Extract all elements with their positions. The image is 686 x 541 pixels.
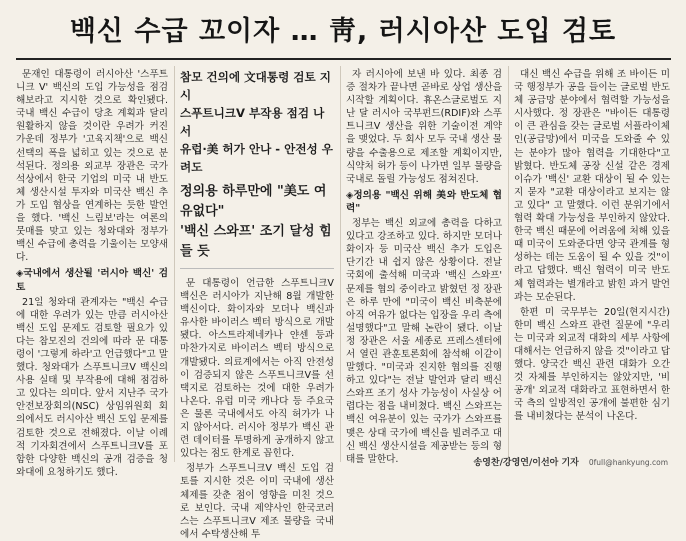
paragraph: 정부가 스푸트니크V 백신 도입 검토를 지시한 것은 이미 국내에 생산체제를 갖춘 점이 영향을 미친 것으로 보인다. 국내 제약사인 한국코러스는 스푸트니크V 제조 물량을 국내에서 수탁생산해 투 <box>180 463 334 540</box>
byline-names: 송영찬/강영연/이선아 기자 <box>473 458 579 468</box>
article-column-1 <box>16 68 168 478</box>
byline-email: 0full@hankyung.com <box>588 458 668 467</box>
article-column-3 <box>346 68 502 465</box>
column-divider <box>508 66 509 462</box>
column-divider <box>340 66 341 462</box>
headline: 백신 수급 꼬이자 … 靑, 러시아산 도입 검토 <box>69 15 617 47</box>
subhead-line: '백신 스와프' 조기 달성 힘들 듯 <box>180 224 332 259</box>
paragraph: 정부는 백신 외교에 총력을 다하고 있다고 강조하고 있다. 하지만 모더나 화이자 등 미국산 백신 추가 도입은 단기간 내 쉽지 않은 상황이다. 전날 국회에 출석해 미국과 '백신 스와프' 문제를 협의 중이라고 밝혔던 정 장관은 하루 만에 "미국이 백신 비축분에 아직 여유가 없다는 입장을 우리 측에 설명했다"고 말해 논란이 됐다. 이날 정 장관은 서울 세종로 프레스센터에서 열린 관훈토론회에 참석해 이같이 말했다. "미국과 진지한 협의를 진행하고 있다"는 전날 발언과 달리 백신 스와프 조기 성사 가능성이 사실상 어렵다는 점을 내비쳤다. 백신 스와프는 백신 여유분이 있는 국가가 스와프를 맺은 상대 국가에 백신을 빌려주고 대신 백신 생산시설을 제공받는 등의 형태를 말한다. <box>346 218 502 465</box>
section-subhead: ◈정의용 "백신 위해 美와 반도체 협력" <box>346 189 502 214</box>
paragraph: 문재인 대통령이 러시아산 '스푸트니크 V' 백신의 도입 가능성을 점검해보라고 지시한 것으로 확인됐다. 국내 백신 수급이 당초 계획과 달리 원활하지 않을 것이란 우려가 커진 가운데 정부가 '고육지책'으로 백신 선택의 폭을 넓히고 있는 것으로 분석된다. 정의용 외교부 장관은 국가석상에서 한국 기업의 미국 내 반도체 생산시설 투자와 미국산 백신 추가 도입 협상을 연계하는 듯한 발언을 했다. '백신 느림보'라는 여론의 뭇매를 맞고 있는 청와대와 정부가 백신 수급에 총력을 기울이는 모양새다. <box>16 69 168 264</box>
byline <box>474 455 668 468</box>
subhead-divider <box>180 268 334 269</box>
headline-rule <box>16 58 671 60</box>
subhead-line: 유럽·美 허가 안나 - 안전성 우려도 <box>180 142 333 174</box>
subhead-line: 스푸트니크V 부작용 점검 나서 <box>180 106 325 138</box>
subhead-line: 정의용 하루만에 "美도 여유없다" <box>180 184 327 219</box>
column-divider <box>174 66 175 462</box>
subhead-box <box>180 68 334 262</box>
paragraph: 21일 청와대 관계자는 "백신 수급에 대한 우려가 있는 만큼 러시아산 백신 도입 문제도 검토할 필요가 있다는 참모진의 건의에 따라 문 대통령이 '그렇게 하라'고 언급했다"고 말했다. 청와대가 스푸트니크V 백신의 사용 실태 및 부작용에 대해 점검하고 있다는 의미다. 앞서 지난주 국가안전보장회의(NSC) 상임위원회 회의에서도 러시아산 백신 도입 문제를 검토한 것으로 전해졌다. 이날 이례적 기자회견에서 스푸트니크V를 포함한 다양한 백신의 공개 검증을 청와대에 요청하기도 했다. <box>16 296 168 478</box>
paragraph: 한편 미 국무부는 20일(현지시간) 한미 백신 스와프 관련 질문에 "우리는 미국과 외교적 대화의 세부 사항에 대해서는 언급하지 않을 것"이라고 답했다. 양국간 백신 관련 대화가 오간 것 자체를 부인하지는 않았지만, '비공개' 외교적 대화라고 표현하면서 한국 측의 일방적인 공개에 불편한 심기를 내비쳤다는 분석이 나온다. <box>514 306 670 423</box>
subhead-line: 참모 건의에 文대통령 검토 지시 <box>180 70 331 102</box>
article-column-2 <box>180 68 334 540</box>
section-subhead: ◈국내에서 생산될 '러시아 백신' 검토 <box>16 268 168 293</box>
article-column-4 <box>514 68 670 440</box>
paragraph: 문 대통령이 언급한 스푸트니크V 백신은 러시아가 지난해 8월 개발한 백신이다. 화이자와 모더나 백신과 유사한 바이러스 벡터 방식으로 개발됐다. 아스트라제네카나 얀센 등과 마찬가지로 바이러스 벡터 방식으로 개발됐다. 의료계에서는 아직 안전성이 검증되지 않은 스푸트니크V를 선택지로 검토하는 것에 대한 우려가 나온다. 유럽 미국 캐나다 등 주요국은 물론 국내에서도 아직 허가가 나지 않아서다. 러시아 정부가 백신 관련 데이터를 투명하게 공개하지 않고 있다는 점도 한계로 꼽힌다. <box>180 278 334 460</box>
paragraph: 자 러시아에 보낸 바 있다. 최종 검증 절차가 끝나면 곧바로 상업 생산을 시작할 계획이다. 휴온스글로벌도 지난 달 러시아 국부펀드(RDIF)와 스푸트니크V 생산을 위한 기술이전 계약을 맺었다. 두 회사 모두 국내 생산 물량을 수출용으로 제조할 계획이지만, 식약처 허가 등이 나가면 일부 물량을 국내로 돌릴 가능성도 점쳐진다. <box>346 69 502 185</box>
paragraph: 대신 백신 수급을 위해 조 바이든 미국 행정부가 공을 들이는 글로벌 반도체 공급망 분야에서 협력할 가능성을 시사했다. 정 장관은 "바이든 대통령이 큰 관심을 갖는 글로벌 서플라이체인(공급망)에서 미국을 도와줄 수 있는 분야가 많아 협력을 기대한다"고 밝혔다. 반도체 공장 신설 같은 경제 이슈가 '백신' 교환 대상이 될 수 있는지 묻자 "교환 대상이라고 보지는 않고 있다" 고 말했다. 이런 분위기에서 협력 확대 가능성을 부인하지 않았다. 한국 백신 때문에 어려움에 처해 있을 때 미국이 도와준다면 양국 관계를 형성하는 데는 도움이 될 수 있을 것"이라고 답했다. 백신 협력이 미국 반도체 협력과는 별개라고 밝힌 과거 발언과는 모순된다. <box>514 69 670 303</box>
